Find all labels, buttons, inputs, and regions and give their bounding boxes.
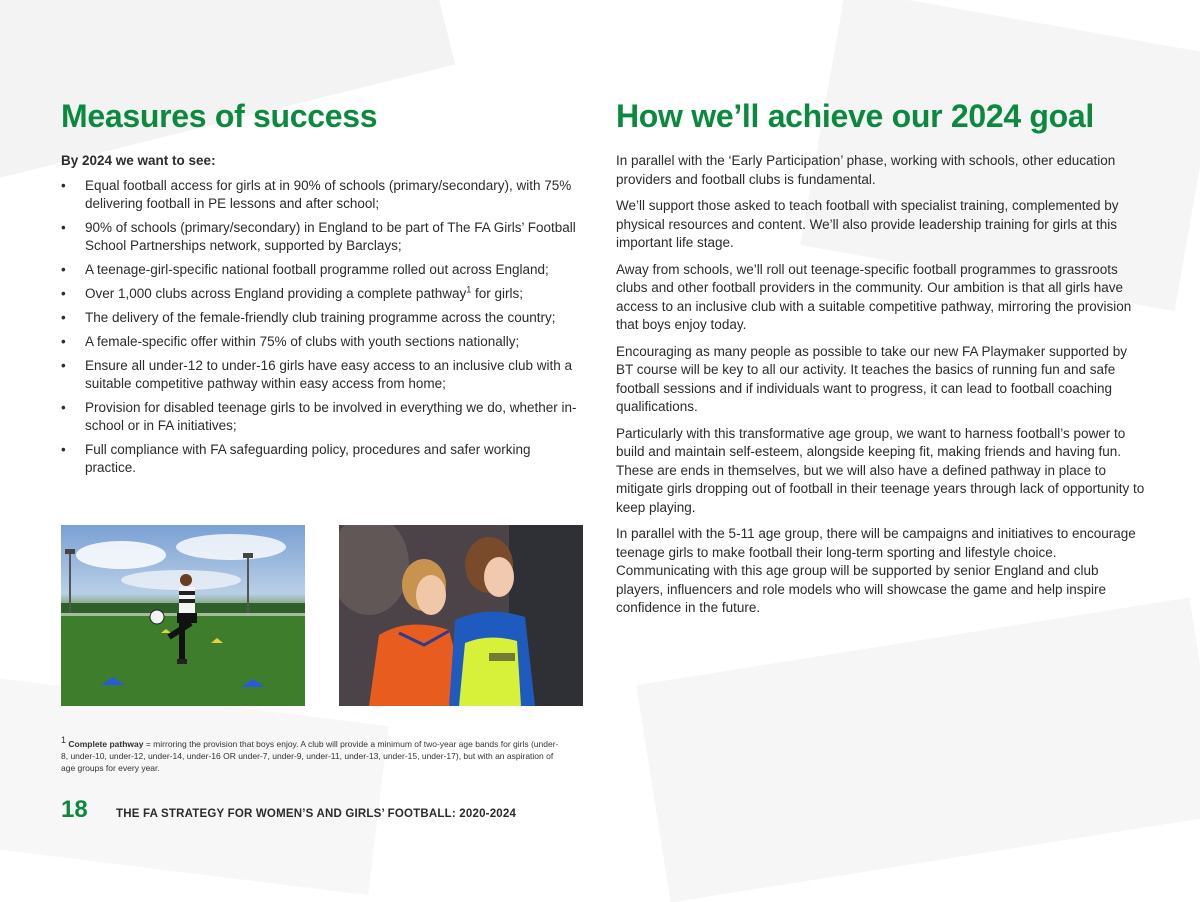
page-number: 18 [61,796,88,823]
measures-subheading: By 2024 we want to see: [61,153,216,168]
measures-section [61,152,581,483]
paragraph: In parallel with the ‘Early Participation’ phase, working with schools, other education providers and football clubs is fundamental. [616,153,1116,187]
list-item: • Ensure all under-12 to under-16 girls have easy access to an inclusive club with a suitable competitive pathway within easy access from home; [61,358,573,391]
measures-heading: Measures of success [61,98,378,134]
bullet-icon: • [61,442,66,457]
list-item: • 90% of schools (primary/secondary) in England to be part of The FA Girls’ Football School Partnerships network, supported by Barclays; [61,220,576,253]
list-item: • Over 1,000 clubs across England providing a complete pathway$^1$ for girls; [61,284,523,301]
list-item: • A female-specific offer within 75% of clubs with youth sections nationally; [61,334,520,349]
list-item: • Full compliance with FA safeguarding policy, procedures and safer working practice. [61,442,531,475]
bullet-icon: • [61,310,66,325]
footer-title: THE FA STRATEGY FOR WOMEN’S AND GIRLS’ FOOTBALL: 2020-2024 [116,808,517,820]
photo-illustration [339,525,583,706]
footnote [61,735,561,774]
bullet-icon: • [61,400,66,415]
two-girls-football-photo [339,525,583,706]
paragraph: Encouraging as many people as possible to take our new FA Playmaker supported by BT course will be key to all our activity. It teaches the basics of running fun and safe football sessions and if individuals want to progress, it can lead to football coaching qualifications. [616,343,1128,414]
list-item: • The delivery of the female-friendly club training programme across the country; [61,310,556,325]
photo-illustration [61,525,305,706]
footnote-marker: 1 [61,735,67,746]
paragraph: Away from schools, we’ll roll out teenage-specific football programmes to grassroots clubs and other football providers in the community. Our ambition is that all girls have access to an inclusive club with a suitable competitive pathway, mirroring the provision that boys enjoy today. [616,261,1132,332]
footnote-term: Complete pathway [68,739,144,749]
list-item: • Equal football access for girls at in 90% of schools (primary/secondary), with 75% delivering football in PE lessons and after school; [61,178,572,211]
paragraph: Particularly with this transformative age group, we want to harness football’s power to build and maintain self-esteem, alongside keeping fit, making friends and having fun. These are ends in themselves, but we will also have a defined pathway in place to mitigate girls dropping out of football in their teenage years through lack of opportunity to keep playing. [616,425,1145,515]
list-item: • A teenage-girl-specific national football programme rolled out across England; [61,262,549,277]
bullet-icon: • [61,262,66,277]
bullet-icon: • [61,334,66,349]
background-shape [636,598,1200,902]
bullet-icon: • [61,358,66,373]
bullet-icon: • [61,178,66,193]
footnote-reference[interactable]: 1 [466,284,472,295]
background-shape [0,675,389,895]
measures-list [61,177,581,477]
footnote-text: = mirroring the provision that boys enjoy. A club will provide a minimum of two-year age bands for girls (under-8, under-10, under-12, under-14, under-16 OR under-7, under-9, under-11, under-13, under-15, under-17), but with an aspiration of age groups for every year. [61,739,559,773]
achieve-goal-heading: How we’ll achieve our 2024 goal [616,98,1094,134]
paragraph: We’ll support those asked to teach football with specialist training, complemented by physical resources and content. We’ll also provide leadership training for girls at this important life stage. [616,198,1119,250]
achieve-goal-section [616,152,1146,626]
paragraph: In parallel with the 5-11 age group, there will be campaigns and initiatives to encourage teenage girls to make football their long-term sporting and lifestyle choice. Communicating with this age group will be supported by senior England and club players, influencers and role models who will showcase the game and help inspire confidence in the future. [616,526,1136,615]
girl-juggling-football-photo [61,525,305,706]
list-item: • Provision for disabled teenage girls to be involved in everything we do, whether in-school or in FA initiatives; [61,400,577,433]
bullet-icon: • [61,220,66,235]
bullet-icon: • [61,286,66,301]
